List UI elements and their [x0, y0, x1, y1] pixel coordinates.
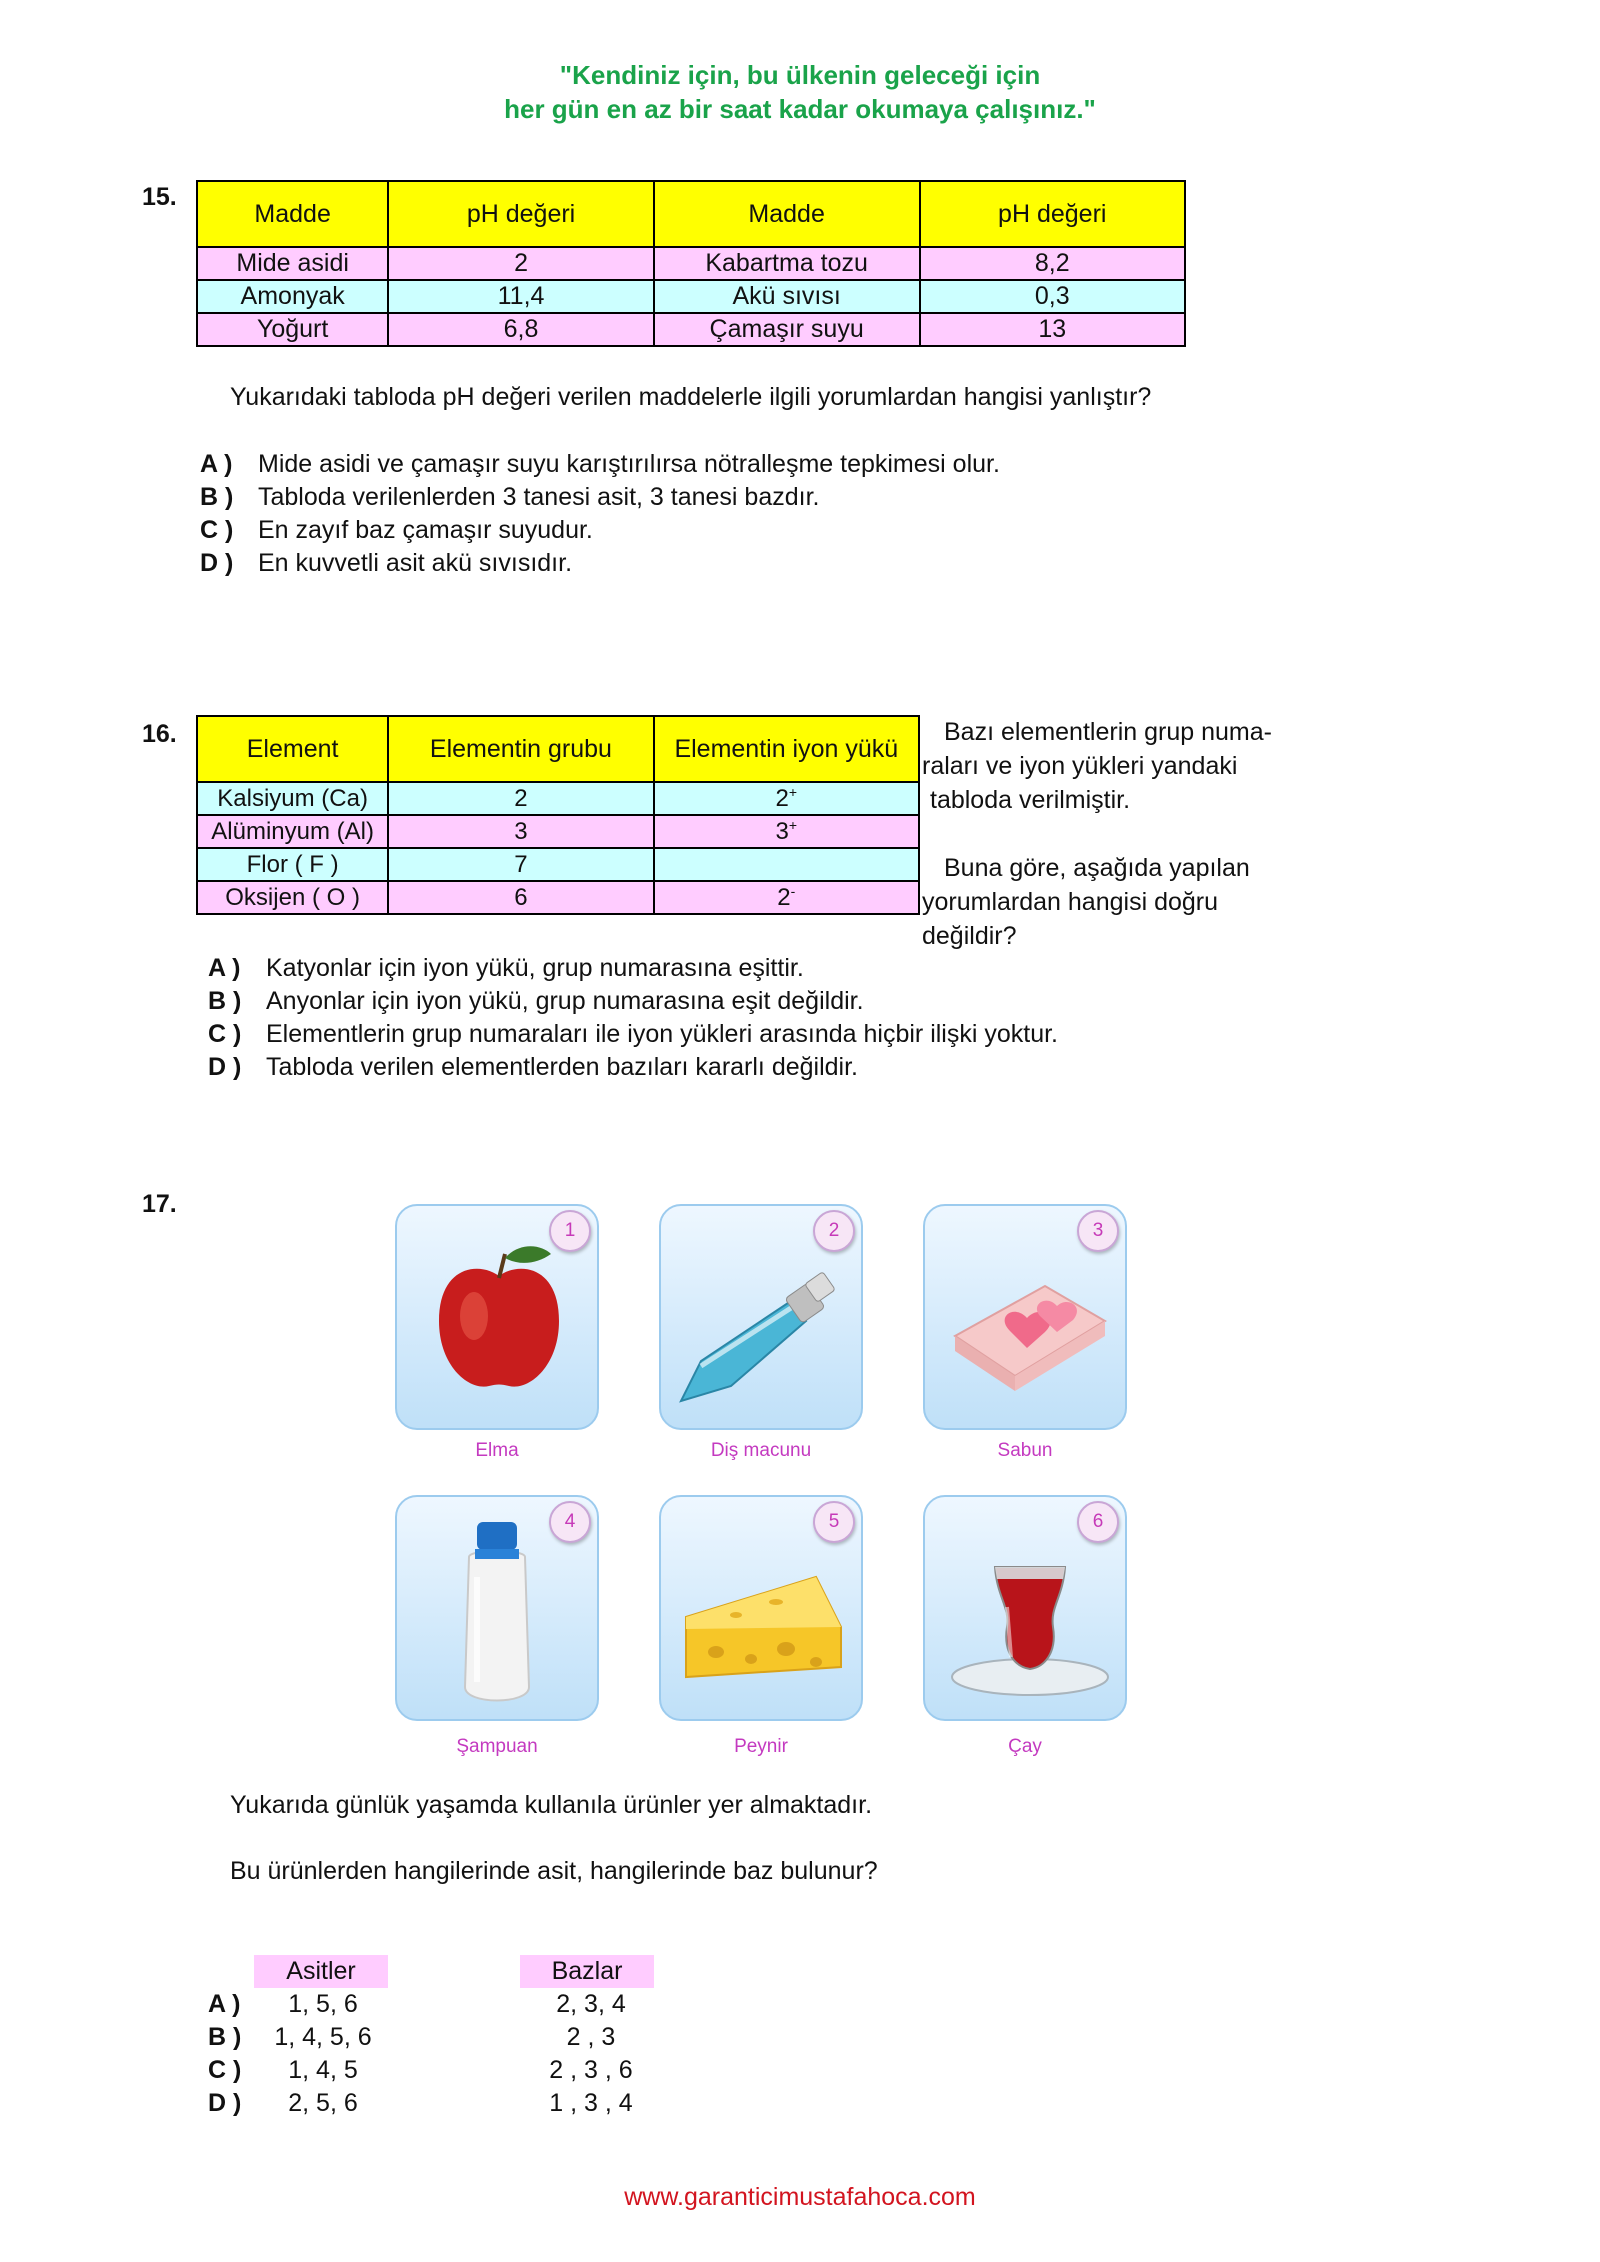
q15-cell: 8,2 — [920, 247, 1185, 280]
option-b[interactable] — [200, 481, 1000, 514]
product-card-6 — [923, 1495, 1127, 1721]
option-text: Elementlerin grup numaraları ile iyon yükleri arasında hiçbir ilişki yoktur. — [266, 1020, 1059, 1048]
q16-cell: Kalsiyum (Ca) — [197, 782, 388, 815]
product-number-badge: 3 — [1077, 1210, 1119, 1252]
bases-column-header: Bazlar — [520, 1955, 654, 1988]
q16-cell — [654, 782, 919, 815]
bases-value: 2 , 3 , 6 — [549, 2056, 633, 2084]
q17-text1: Yukarıda günlük yaşamda kullanıla ürünler yer almaktadır. — [230, 1791, 873, 1819]
product-label-2: Diş macunu — [710, 1440, 812, 1461]
q16-header-cell: Elementin iyon yükü — [654, 716, 919, 782]
q15-cell: 0,3 — [920, 280, 1185, 313]
side-text-line: Bazı elementlerin grup numa- — [944, 718, 1272, 746]
q16-header-cell: Elementin grubu — [388, 716, 653, 782]
side-text-line: Buna göre, aşağıda yapılan — [944, 854, 1250, 882]
acids-value: 1, 4, 5 — [288, 2056, 358, 2084]
q16-table-row — [197, 848, 919, 881]
option-text: En zayıf baz çamaşır suyudur. — [258, 516, 593, 544]
option-c[interactable] — [200, 514, 1000, 547]
q16-table-row — [197, 881, 919, 914]
q16-cell — [654, 815, 919, 848]
acids-value: 1, 5, 6 — [288, 1990, 358, 2018]
q16-cell: Oksijen ( O ) — [197, 881, 388, 914]
q17-text2: Bu ürünlerden hangilerinde asit, hangilerinde baz bulunur? — [230, 1857, 878, 1885]
q16-header-cell: Element — [197, 716, 388, 782]
answer-row-d[interactable] — [208, 2087, 658, 2120]
q16-side-text — [922, 715, 1272, 953]
option-a[interactable] — [200, 448, 1000, 481]
q15-cell: 6,8 — [388, 313, 653, 346]
soap-icon — [945, 1266, 1115, 1396]
product-number-badge: 2 — [813, 1210, 855, 1252]
option-text: Tabloda verilenlerden 3 tanesi asit, 3 tanesi bazdır. — [258, 483, 820, 511]
product-card-4 — [395, 1495, 599, 1721]
header-quote-line1: "Kendiniz için, bu ülkenin geleceği için — [559, 60, 1041, 90]
footer-website-link[interactable]: www.garanticimustafahoca.com — [624, 2183, 976, 2211]
q15-header-cell: pH değeri — [388, 181, 653, 247]
apple-icon — [419, 1236, 579, 1406]
option-text: Katyonlar için iyon yükü, grup numarasına eşittir. — [266, 954, 804, 982]
option-letter: A ) — [208, 954, 241, 982]
tea-icon — [945, 1547, 1115, 1707]
q16-cell: 3 — [388, 815, 653, 848]
option-b[interactable] — [208, 985, 1058, 1018]
option-letter: B ) — [208, 2023, 242, 2051]
q16-table-row — [197, 815, 919, 848]
acids-column-header: Asitler — [254, 1955, 388, 1988]
option-text: Tabloda verilen elementlerden bazıları kararlı değildir. — [266, 1053, 858, 1081]
q15-table-row — [197, 313, 1185, 346]
q16-element-table — [196, 715, 920, 915]
shampoo-icon — [447, 1517, 547, 1717]
q15-table-row — [197, 247, 1185, 280]
header-quote — [0, 58, 1600, 126]
q15-cell: 2 — [388, 247, 653, 280]
q15-cell: Mide asidi — [197, 247, 388, 280]
q15-table-row — [197, 280, 1185, 313]
toothpaste-icon — [671, 1266, 851, 1416]
q15-cell: Yoğurt — [197, 313, 388, 346]
q15-header-cell: pH değeri — [920, 181, 1185, 247]
q16-cell: 2 — [388, 782, 653, 815]
product-number-badge: 1 — [549, 1210, 591, 1252]
product-label-1: Elma — [475, 1440, 519, 1461]
q15-cell: 11,4 — [388, 280, 653, 313]
q15-cell: Kabartma tozu — [654, 247, 920, 280]
option-letter: B ) — [208, 987, 242, 1015]
option-a[interactable] — [208, 952, 1058, 985]
option-letter: C ) — [208, 1020, 242, 1048]
q16-options — [208, 952, 1058, 1084]
product-label-5: Peynir — [734, 1736, 788, 1757]
q16-cell: 7 — [388, 848, 653, 881]
q16-cell: Flor ( F ) — [197, 848, 388, 881]
ion-sign: - — [790, 883, 796, 899]
q15-options — [200, 448, 1000, 580]
product-label-3: Sabun — [997, 1440, 1053, 1461]
bases-value: 2, 3, 4 — [556, 1990, 626, 2018]
header-quote-line2: her gün en az bir saat kadar okumaya çalışınız." — [504, 94, 1096, 124]
q15-cell: Akü sıvısı — [654, 280, 920, 313]
q16-table-row — [197, 782, 919, 815]
q16-cell: Alüminyum (Al) — [197, 815, 388, 848]
q15-ph-table — [196, 180, 1186, 347]
question-15-number: 15. — [142, 183, 177, 211]
side-text-line: raları ve iyon yükleri yandaki — [922, 752, 1238, 780]
option-d[interactable] — [208, 1051, 1058, 1084]
side-text-line: değildir? — [922, 922, 1017, 950]
product-card-3 — [923, 1204, 1127, 1430]
option-text: En kuvvetli asit akü sıvısıdır. — [258, 549, 573, 577]
option-letter: D ) — [200, 549, 234, 577]
product-number-badge: 4 — [549, 1501, 591, 1543]
product-card-5 — [659, 1495, 863, 1721]
q16-cell — [654, 848, 919, 881]
q15-question: Yukarıdaki tabloda pH değeri verilen maddelerle ilgili yorumlardan hangisi yanlıştır? — [230, 383, 1152, 411]
ion-charge: 2 — [777, 884, 791, 911]
q15-cell: Çamaşır suyu — [654, 313, 920, 346]
q15-header-cell: Madde — [197, 181, 388, 247]
q16-cell: 6 — [388, 881, 653, 914]
side-text-line: tabloda verilmiştir. — [930, 786, 1131, 814]
option-letter: B ) — [200, 483, 234, 511]
option-letter: D ) — [208, 2089, 242, 2117]
bases-value: 2 , 3 — [566, 2023, 616, 2051]
answer-row-b[interactable] — [208, 2021, 658, 2054]
option-letter: C ) — [200, 516, 234, 544]
product-card-1 — [395, 1204, 599, 1430]
side-text-line: yorumlardan hangisi doğru — [922, 888, 1219, 916]
product-card-2 — [659, 1204, 863, 1430]
option-letter: D ) — [208, 1053, 242, 1081]
option-c[interactable] — [208, 1018, 1058, 1051]
question-16-number: 16. — [142, 720, 177, 748]
option-letter: A ) — [208, 1990, 241, 2018]
product-number-badge: 6 — [1077, 1501, 1119, 1543]
acids-value: 2, 5, 6 — [288, 2089, 358, 2117]
bases-value: 1 , 3 , 4 — [549, 2089, 633, 2117]
option-letter: A ) — [200, 450, 233, 478]
answer-row-a[interactable] — [208, 1988, 658, 2021]
product-number-badge: 5 — [813, 1501, 855, 1543]
product-label-4: Şampuan — [456, 1736, 538, 1757]
q15-cell: 13 — [920, 313, 1185, 346]
option-text: Anyonlar için iyon yükü, grup numarasına eşit değildir. — [266, 987, 864, 1015]
ion-charge: 2 — [775, 785, 789, 812]
option-d[interactable] — [200, 547, 1000, 580]
ion-sign: + — [788, 817, 798, 833]
acids-value: 1, 4, 5, 6 — [274, 2023, 372, 2051]
q15-header-cell: Madde — [654, 181, 920, 247]
cheese-icon — [676, 1567, 856, 1687]
answer-row-c[interactable] — [208, 2054, 658, 2087]
option-letter: C ) — [208, 2056, 242, 2084]
option-text: Mide asidi ve çamaşır suyu karıştırılırsa nötralleşme tepkimesi olur. — [258, 450, 1000, 478]
q15-cell: Amonyak — [197, 280, 388, 313]
q16-cell — [654, 881, 919, 914]
ion-charge: 3 — [775, 818, 789, 845]
question-17-number: 17. — [142, 1190, 177, 1218]
product-label-6: Çay — [1008, 1736, 1042, 1757]
ion-sign: + — [788, 784, 798, 800]
